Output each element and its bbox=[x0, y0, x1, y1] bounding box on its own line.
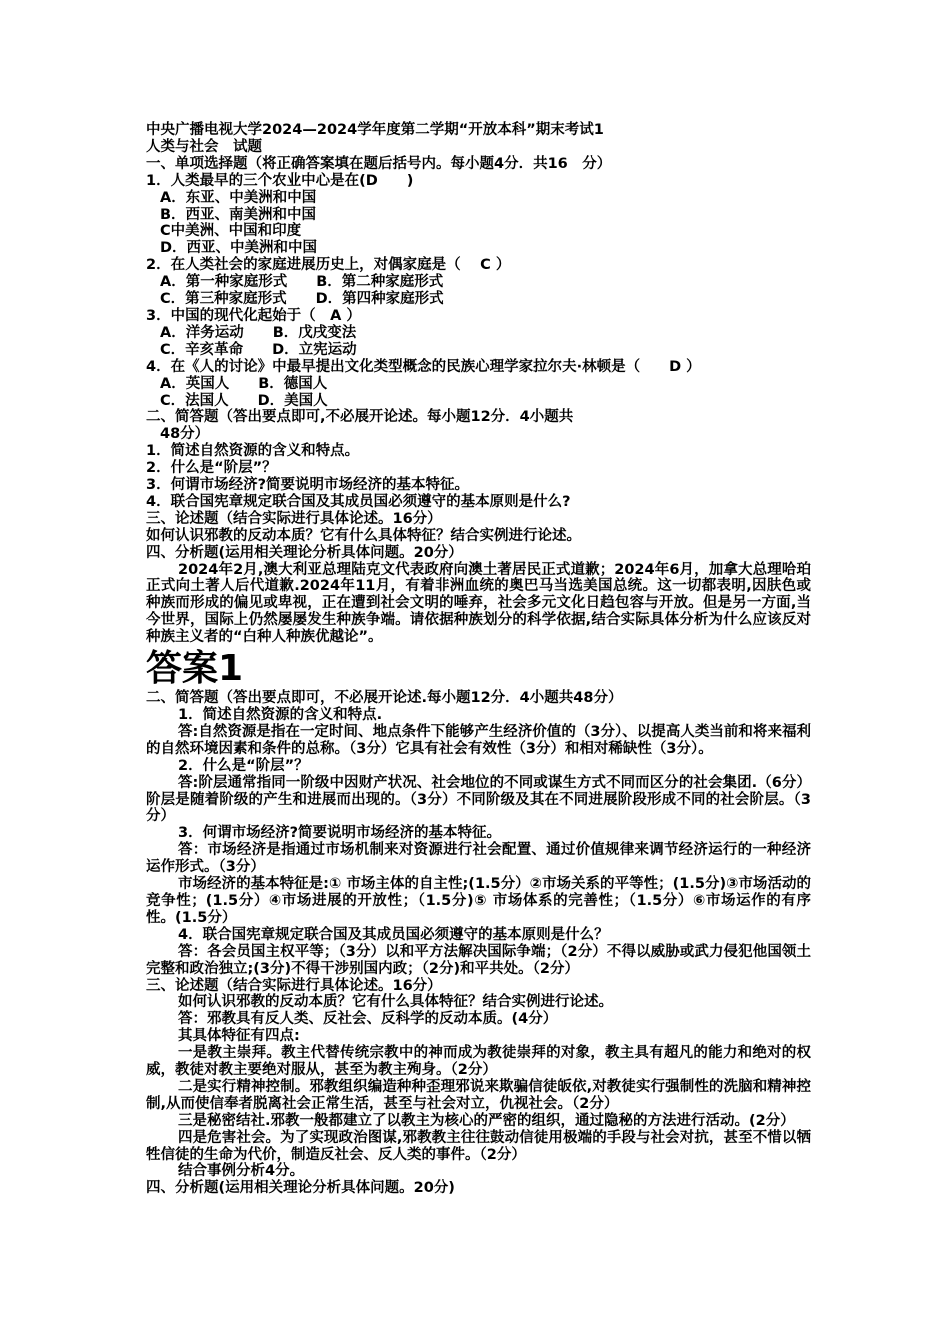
question-1: 1．人类最早的三个农业中心是在(D ) bbox=[146, 172, 414, 189]
answer-3: 答：市场经济是指通过市场机制来对资源进行社会配置、通过价值规律来调节经济运行的一种经济运作形式。（3分） bbox=[146, 842, 811, 876]
essay-question: 如何认识邪教的反动本质？它有什么具体特征？结合实例进行论述。 bbox=[146, 527, 581, 544]
section2-heading: 二、简答题（答出要点即可,不必展开论述。每小题12分．4小题共 bbox=[146, 409, 574, 426]
section2-heading-cont: 48分） bbox=[160, 426, 210, 443]
answer-2-question: 2．什么是“阶层”？ bbox=[178, 757, 309, 774]
question-2-options-ab: A．第一种家庭形式 B．第二种家庭形式 bbox=[160, 274, 444, 291]
answer-title: 答案1 bbox=[146, 648, 244, 690]
answer-1: 答:自然资源是指在一定时间、地点条件下能够产生经济价值的（3分）、以提高人类当前和将来福利的自然环境因素和条件的总称。（3分）它具有社会有效性（3分）和相对稀缺性（3分）。 bbox=[146, 723, 811, 757]
answer-section2-heading: 二、简答题（答出要点即可，不必展开论述.每小题12分．4小题共48分） bbox=[146, 690, 623, 707]
answer-1-question: 1．简述自然资源的含义和特点. bbox=[178, 707, 383, 723]
question-4: 4．在《人的讨论》中最早提出文化类型概念的民族心理学家拉尔夫·林顿是（ D ） bbox=[146, 358, 701, 375]
question-1-option-b: B．西亚、南美洲和中国 bbox=[160, 206, 317, 223]
answer-2: 答:阶层通常指同一阶级中因财产状况、社会地位的不同或谋生方式不同而区分的社会集团.（6分）阶层是随着阶级的产生和进展而出现的。（3分）不同阶级及其在不同进展阶段形成不同的社会阶层。（3分） bbox=[146, 774, 811, 825]
question-3-options-ab: A．洋务运动 B．戊戌变法 bbox=[160, 324, 357, 341]
short-question-4: 4．联合国宪章规定联合国及其成员国必须遵守的基本原则是什么? bbox=[146, 493, 571, 510]
question-3: 3．中国的现代化起始于（ A ） bbox=[146, 307, 361, 324]
answer-essay-question: 如何认识邪教的反动本质？它有什么具体特征？结合实例进行论述。 bbox=[178, 994, 613, 1011]
short-question-1: 1．简述自然资源的含义和特点。 bbox=[146, 443, 360, 460]
answer-feature-1: 一是教主崇拜。教主代替传统宗教中的神而成为教徒崇拜的对象，教主具有超凡的能力和绝对的权威，教徒对教主要绝对服从，甚至为教主殉身。（2分） bbox=[146, 1045, 811, 1079]
answer-section4-heading: 四、分析题(运用相关理论分析具体问题。20分) bbox=[146, 1180, 455, 1197]
question-2: 2．在人类社会的家庭进展历史上，对偶家庭是（ C ） bbox=[146, 257, 511, 274]
exam-subtitle: 人类与社会 试题 bbox=[146, 138, 262, 155]
answer-section3-heading: 三、论述题（结合实际进行具体论述。16分） bbox=[146, 977, 442, 994]
answer-feature-3: 三是秘密结社.邪教一般都建立了以教主为核心的严密的组织，通过隐秘的方法进行活动。(2分） bbox=[178, 1112, 795, 1129]
section1-heading: 一、单项选择题（将正确答案填在题后括号内。每小题4分．共16 分） bbox=[146, 155, 612, 172]
answer-essay-main: 答：邪教具有反人类、反社会、反科学的反动本质。(4分） bbox=[178, 1011, 558, 1028]
analysis-paragraph: 2024年2月,澳大利亚总理陆克文代表政府向澳土著居民正式道歉；2024年6月，加拿大总理哈珀正式向土著人后代道歉.2024年11月，有着非洲血统的奥巴马当选美国总统。这一切都表明,因肤色或种族而形成的偏见或卑视，正在遭到社会文明的唾弃，社会多元文化日趋包容与开放。但是另一方面,当今世界，国际上仍然屡屡发生种族争端。请依据种族划分的科学依据,结合实际具体分析为什么应该反对种族主义者的“白种人种族优越论”。 bbox=[146, 561, 811, 646]
answer-essay-intro: 其具体特征有四点: bbox=[178, 1028, 300, 1045]
answer-feature-2: 二是实行精神控制。邪教组织编造种种歪理邪说来欺骗信徒皈依,对教徒实行强制性的洗脑和精神控制,从而使信奉者脱离社会正常生活，甚至与社会对立，仇视社会。（2分） bbox=[146, 1078, 811, 1112]
short-question-3: 3．何谓市场经济?简要说明市场经济的基本特征。 bbox=[146, 477, 469, 494]
answer-feature-4: 四是危害社会。为了实现政治图谋,邪教教主往往鼓动信徒用极端的手段与社会对抗，甚至不惜以牺牲信徒的生命为代价，制造反社会、反人类的事件。（2分） bbox=[146, 1129, 811, 1163]
question-1-option-a: A．东亚、中美洲和中国 bbox=[160, 189, 317, 206]
answer-3-features: 市场经济的基本特征是:① 市场主体的自主性;(1.5分）②市场关系的平等性；(1.5分)③市场活动的竞争性；(1.5分）④市场进展的开放性；（1.5分)⑤ 市场体系的完善性；（1.5分）⑥市场运作的有序性。(1.5分） bbox=[146, 876, 811, 926]
question-4-options-cd: C．法国人 D．美国人 bbox=[160, 392, 328, 409]
short-question-2: 2．什么是“阶层”？ bbox=[146, 460, 277, 477]
section3-heading: 三、论述题（结合实际进行具体论述。16分） bbox=[146, 510, 442, 527]
answer-3-question: 3．何谓市场经济?简要说明市场经济的基本特征。 bbox=[178, 825, 501, 842]
answer-score-note: 结合事例分析4分。 bbox=[178, 1163, 305, 1180]
answer-4-question: 4．联合国宪章规定联合国及其成员国必须遵守的基本原则是什么？ bbox=[178, 926, 609, 943]
question-4-options-ab: A．英国人 B．德国人 bbox=[160, 375, 328, 392]
question-3-options-cd: C．辛亥革命 D．立宪运动 bbox=[160, 341, 357, 358]
question-2-options-cd: C．第三种家庭形式 D．第四种家庭形式 bbox=[160, 291, 444, 308]
document-body bbox=[146, 122, 811, 1197]
answer-4: 答：各会员国主权平等；（3分）以和平方法解决国际争端；（2分）不得以威胁或武力侵犯他国领土完整和政治独立;(3分)不得干涉别国内政；（2分)和平共处。（2分） bbox=[146, 943, 811, 977]
question-1-option-c: C中美洲、中国和印度 bbox=[160, 223, 302, 240]
section4-heading: 四、分析题(运用相关理论分析具体问题。20分） bbox=[146, 544, 463, 561]
question-1-option-d: D．西亚、中美洲和中国 bbox=[160, 240, 318, 257]
exam-title: 中央广播电视大学2024—2024学年度第二学期“开放本科”期末考试1 bbox=[146, 122, 604, 138]
